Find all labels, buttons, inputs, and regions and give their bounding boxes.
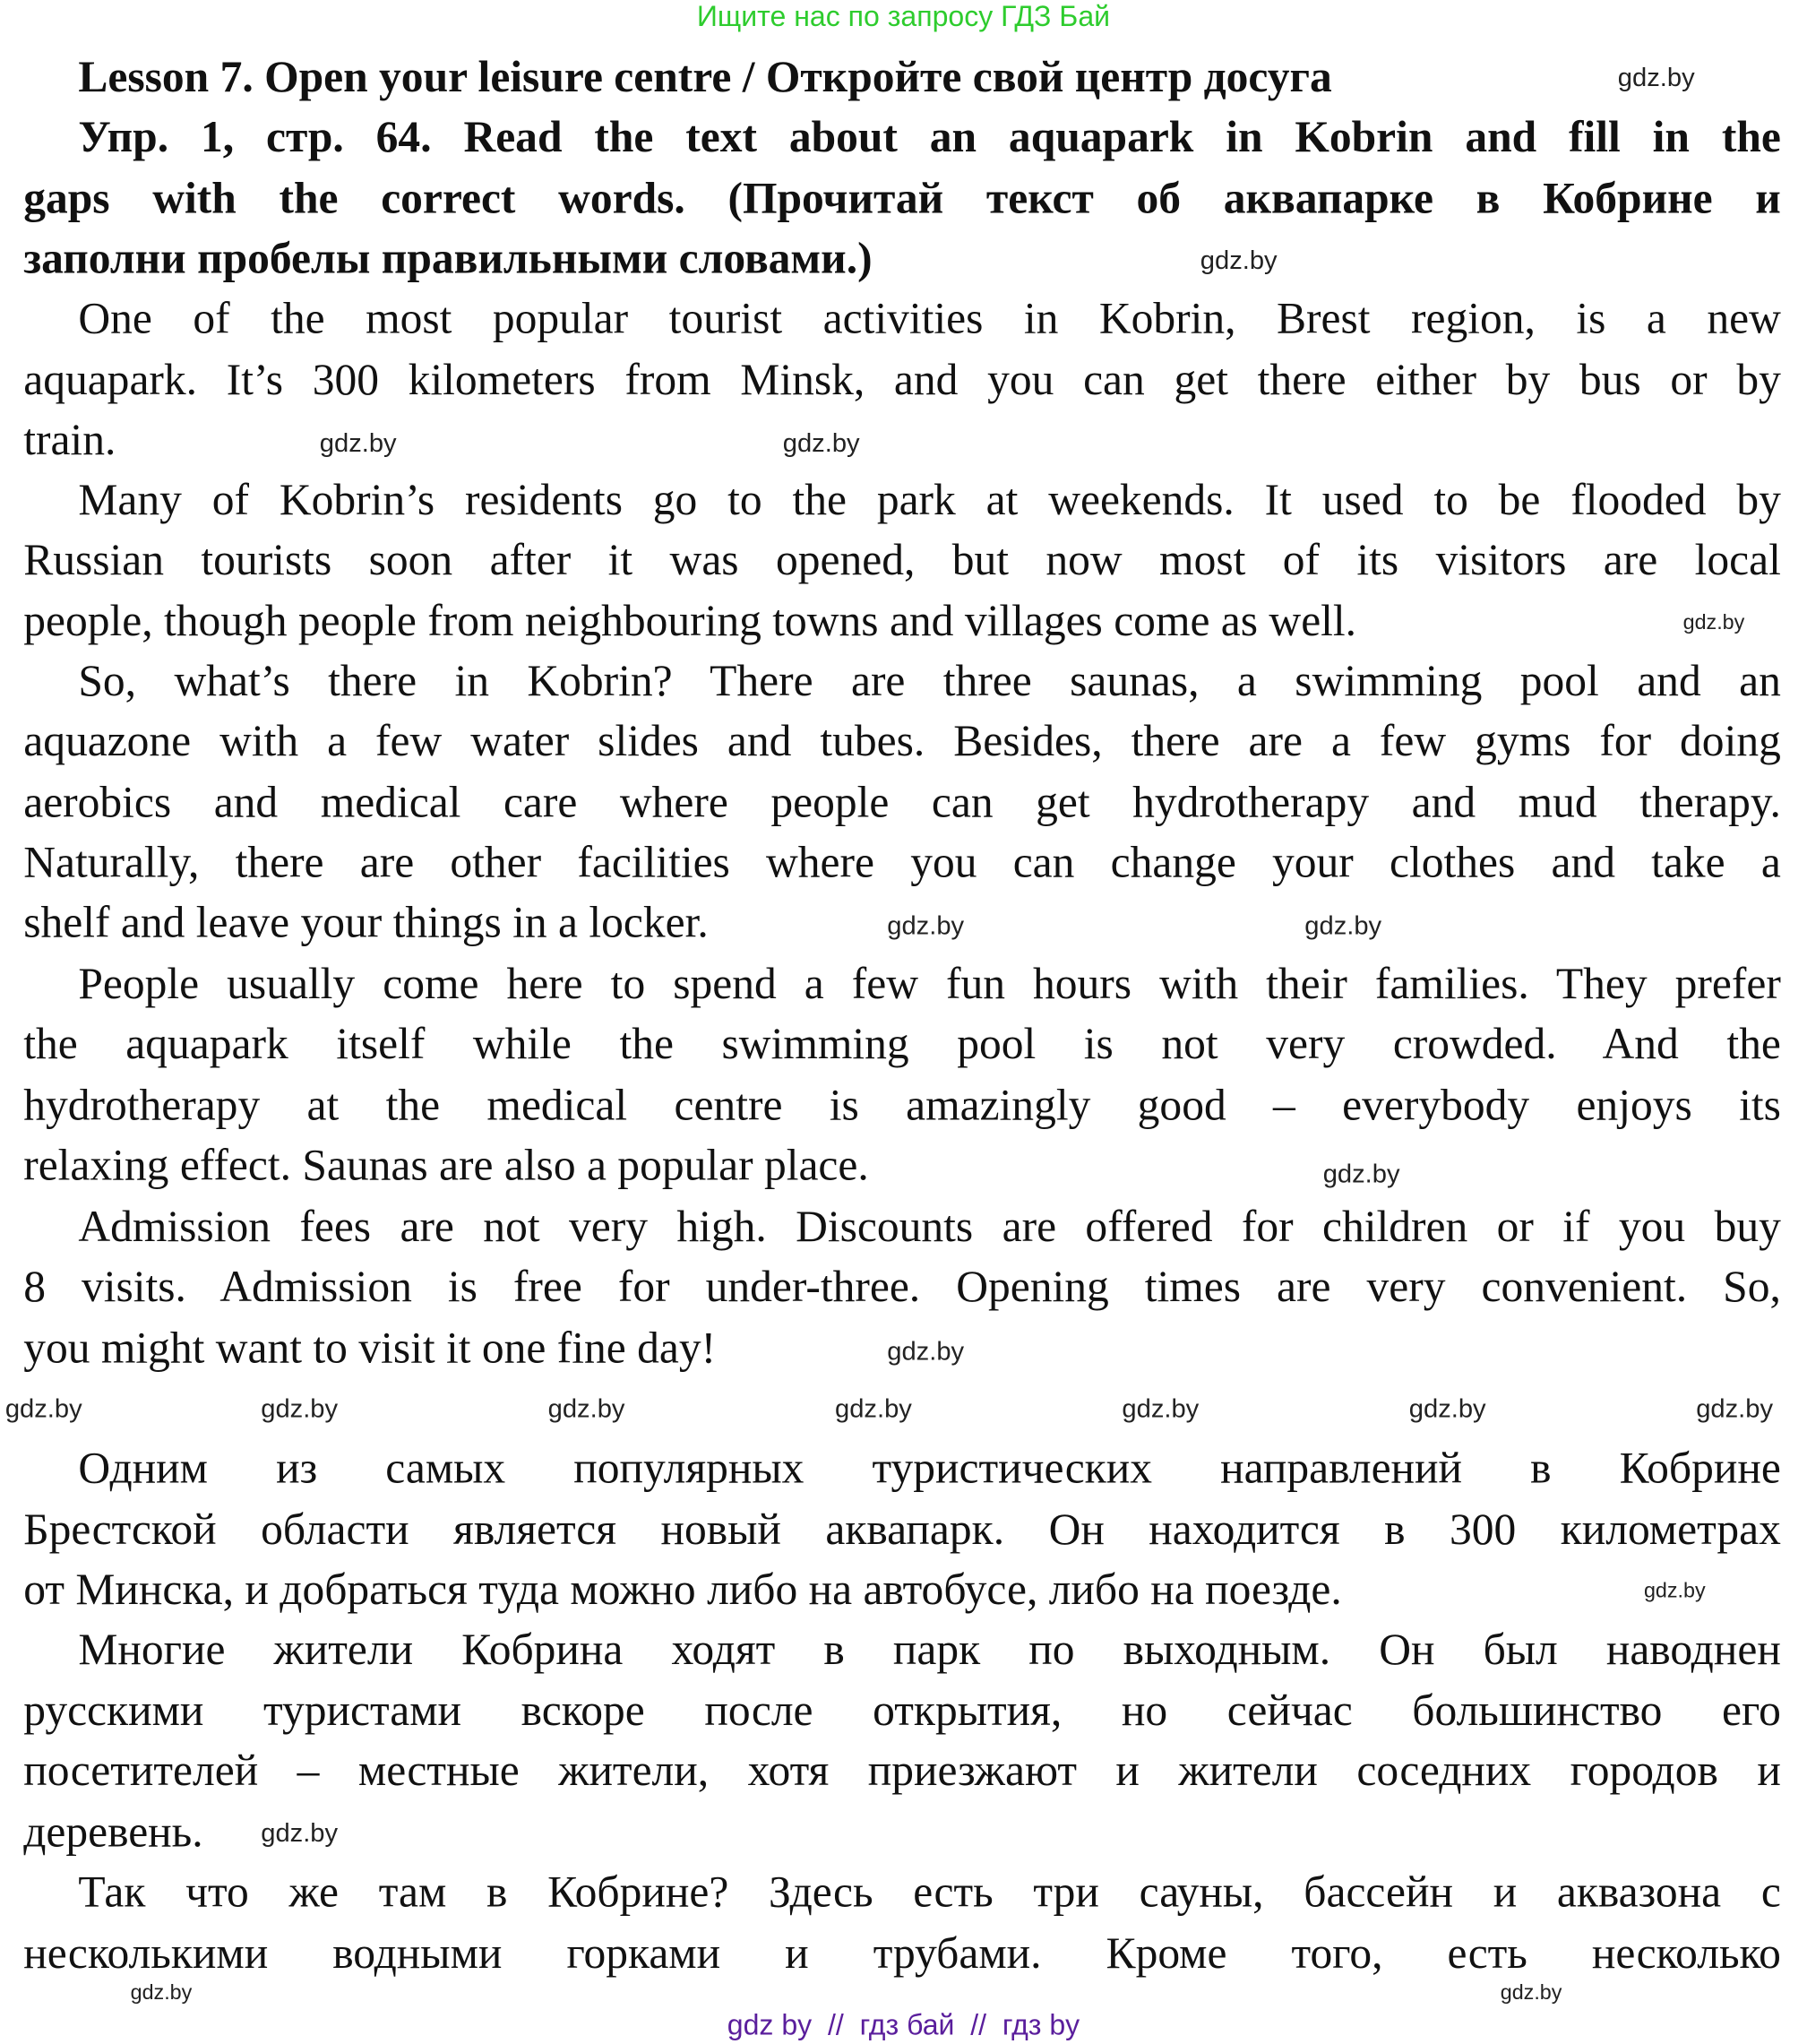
watermark: gdz.by (1322, 1160, 1400, 1189)
watermark: gdz.by (130, 1982, 193, 2005)
heading-line: Lesson 7. Open your leisure centre / Откройте свой центр досуга (78, 53, 1332, 102)
text-line: hydrotherapy at the medical centre is amazingly good – everybody enjoys its (23, 1082, 1781, 1131)
text-line: aquapark. It’s 300 kilometers from Minsk, and you can get there either by bus or by (23, 356, 1781, 405)
heading-line: Упр. 1, стр. 64. Read the text about an aquapark in Kobrin and fill in the (78, 113, 1781, 162)
text-line: you might want to visit it one fine day! (23, 1324, 717, 1374)
text-line: aquazone with a few water slides and tubes. Besides, there are a few gyms for doing (23, 717, 1781, 766)
text-line: Russian tourists soon after it was opened, but now most of its visitors are local (23, 536, 1781, 585)
watermark: gdz.by (1617, 64, 1695, 93)
text-line: One of the most popular tourist activities in Kobrin, Brest region, is a new (78, 295, 1781, 344)
text-line: русскими туристами вскоре после открытия, но сейчас большинство его (23, 1686, 1781, 1736)
text-line: посетителей – местные жители, хотя приезжают и жители соседних городов и (23, 1746, 1781, 1796)
text-line: train. (23, 416, 116, 465)
watermark: gdz.by (1200, 246, 1278, 276)
text-line: Одним из самых популярных туристических направлений в Кобрине (78, 1445, 1781, 1494)
heading-line: заполни пробелы правильными словами.) (23, 235, 873, 284)
text-line: aerobics and medical care where people can get hydrotherapy and mud therapy. (23, 779, 1781, 828)
watermark: gdz.by (887, 911, 965, 941)
watermark: gdz.by (1122, 1394, 1200, 1424)
search-banner: Ищите нас по запросу ГДЗ Бай (696, 0, 1111, 33)
watermark: gdz.by (782, 429, 860, 459)
watermark: gdz.by (887, 1337, 965, 1367)
watermark: gdz.by (261, 1394, 339, 1424)
text-line: So, what’s there in Kobrin? There are three saunas, a swimming pool and an (78, 657, 1781, 706)
text-line: People usually come here to spend a few fun hours with their families. They prefer (78, 960, 1781, 1009)
text-line: Many of Kobrin’s residents go to the park at weekends. It used to be flooded by (78, 476, 1781, 525)
text-line: Так что же там в Кобрине? Здесь есть три сауны, бассейн и аквазона с (78, 1868, 1781, 1918)
text-line: Брестской области является новый аквапарк. Он находится в 300 километрах (23, 1505, 1781, 1555)
watermark: gdz.by (4, 1394, 82, 1424)
text-line: the aquapark itself while the swimming pool is not very crowded. And the (23, 1020, 1781, 1069)
text-line: деревень. (23, 1808, 203, 1858)
watermark: gdz.by (1696, 1394, 1774, 1424)
watermark: gdz.by (1304, 911, 1382, 941)
watermark: gdz.by (1500, 1982, 1562, 2005)
heading-line: gaps with the correct words. (Прочитай текст об аквапарке в Кобрине и (23, 175, 1781, 224)
text-line: relaxing effect. Saunas are also a popular place. (23, 1142, 869, 1191)
watermark: gdz.by (319, 429, 397, 459)
watermark: gdz.by (835, 1394, 912, 1424)
watermark: gdz.by (1408, 1394, 1486, 1424)
watermark: gdz.by (1682, 612, 1745, 634)
text-line: от Минска, и добраться туда можно либо на автобусе, либо на поезде. (23, 1565, 1342, 1615)
text-line: Admission fees are not very high. Discounts are offered for children or if you buy (78, 1203, 1781, 1252)
text-line: несколькими водными горками и трубами. Кроме того, есть несколько (23, 1929, 1781, 1979)
text-line: Naturally, there are other facilities where you can change your clothes and take a (23, 839, 1781, 888)
text-line: people, though people from neighbouring towns and villages come as well. (23, 597, 1357, 646)
text-line: 8 visits. Admission is free for under-three. Opening times are very convenient. So, (23, 1263, 1781, 1312)
watermark: gdz.by (261, 1819, 339, 1849)
watermark: gdz.by (1643, 1580, 1706, 1603)
watermark: gdz.by (547, 1394, 625, 1424)
text-line: Многие жители Кобрина ходят в парк по выходным. Он был наводнен (78, 1626, 1781, 1675)
text-line: shelf and leave your things in a locker. (23, 899, 709, 948)
footer-links[interactable]: gdz by // гдз бай // гдз by (727, 2008, 1080, 2041)
